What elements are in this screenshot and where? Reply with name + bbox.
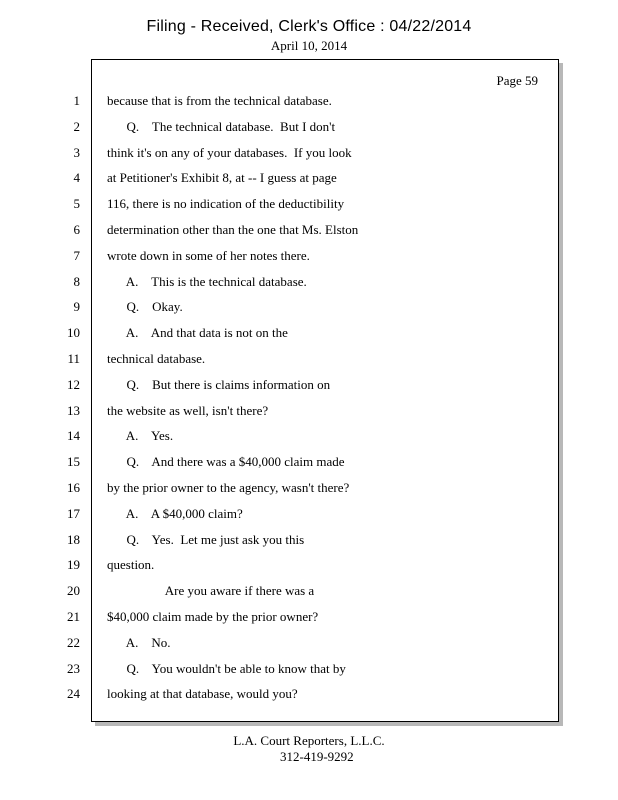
line-text: determination other than the one that Ms. Elston bbox=[107, 222, 359, 237]
line-number: 15 bbox=[67, 454, 80, 470]
transcript-line bbox=[0, 609, 560, 629]
line-text: A. Yes. bbox=[107, 428, 174, 444]
line-text: Q. You wouldn't be able to know that by bbox=[107, 660, 346, 676]
line-text: the website as well, isn't there? bbox=[107, 402, 269, 418]
footer-phone: 312-419-9292 bbox=[280, 749, 354, 764]
line-text: Are you aware if there was a bbox=[107, 583, 315, 599]
transcript-line bbox=[0, 119, 560, 139]
transcript-line bbox=[0, 196, 560, 216]
transcript-line bbox=[0, 93, 560, 113]
line-text: because that is from the technical database. bbox=[107, 93, 332, 108]
transcript-line bbox=[0, 454, 560, 474]
transcript-line bbox=[0, 532, 560, 552]
line-number: 9 bbox=[73, 299, 80, 315]
line-number: 22 bbox=[67, 634, 80, 650]
line-number: 6 bbox=[73, 222, 80, 237]
line-number: 5 bbox=[73, 196, 80, 212]
line-text: A. This is the technical database. bbox=[107, 273, 307, 289]
transcript-line bbox=[0, 274, 560, 294]
page-number: Page 59 bbox=[496, 73, 538, 88]
line-text: at Petitioner's Exhibit 8, at -- I guess at page bbox=[107, 170, 337, 186]
line-text: Q. But there is claims information on bbox=[107, 376, 331, 392]
line-text: technical database. bbox=[107, 351, 206, 366]
line-number: 3 bbox=[73, 144, 80, 160]
line-text: Q. The technical database. But I don't bbox=[107, 118, 336, 134]
line-text: wrote down in some of her notes there. bbox=[107, 247, 310, 263]
transcript-line bbox=[0, 428, 560, 448]
line-number: 21 bbox=[67, 609, 80, 624]
line-text: Q. Okay. bbox=[107, 299, 183, 315]
transcript-line bbox=[0, 377, 560, 397]
line-text: $40,000 claim made by the prior owner? bbox=[107, 609, 319, 624]
line-number: 12 bbox=[67, 376, 80, 392]
transcript-line bbox=[0, 480, 560, 500]
footer-company: L.A. Court Reporters, L.L.C. bbox=[233, 733, 385, 748]
transcript-line bbox=[0, 557, 560, 577]
line-number: 1 bbox=[73, 93, 80, 108]
line-number: 10 bbox=[67, 325, 80, 341]
line-number: 17 bbox=[67, 505, 80, 521]
transcript-line bbox=[0, 661, 560, 681]
transcript-line bbox=[0, 583, 560, 603]
line-text: by the prior owner to the agency, wasn't there? bbox=[107, 480, 350, 495]
transcript-line bbox=[0, 248, 560, 268]
line-number: 13 bbox=[67, 402, 80, 418]
transcript-line bbox=[0, 686, 560, 706]
transcript-line bbox=[0, 325, 560, 345]
transcript-line bbox=[0, 403, 560, 423]
line-text: 116, there is no indication of the deductibility bbox=[107, 196, 345, 212]
line-text: A. No. bbox=[107, 634, 171, 650]
transcript-line bbox=[0, 506, 560, 526]
transcript-line bbox=[0, 170, 560, 190]
line-number: 8 bbox=[73, 273, 80, 289]
line-number: 4 bbox=[73, 170, 80, 186]
line-text: question. bbox=[107, 557, 155, 573]
deposition-date: April 10, 2014 bbox=[270, 38, 348, 53]
line-text: A. A $40,000 claim? bbox=[107, 505, 243, 521]
filing-stamp: Filing - Received, Clerk's Office : 04/22/2014 bbox=[146, 18, 472, 35]
line-number: 14 bbox=[67, 428, 80, 444]
line-number: 7 bbox=[73, 247, 80, 263]
transcript-line bbox=[0, 222, 560, 242]
line-text: Q. And there was a $40,000 claim made bbox=[107, 454, 345, 470]
line-text: A. And that data is not on the bbox=[107, 325, 288, 341]
line-text: Q. Yes. Let me just ask you this bbox=[107, 531, 305, 547]
line-number: 11 bbox=[67, 351, 80, 366]
line-number: 16 bbox=[67, 480, 80, 495]
line-text: looking at that database, would you? bbox=[107, 686, 298, 702]
transcript-line bbox=[0, 299, 560, 319]
line-number: 20 bbox=[67, 583, 80, 599]
line-number: 24 bbox=[67, 686, 80, 702]
line-number: 23 bbox=[67, 660, 80, 676]
transcript-line bbox=[0, 145, 560, 165]
transcript-line bbox=[0, 351, 560, 371]
line-text: think it's on any of your databases. If you look bbox=[107, 144, 352, 160]
line-number: 18 bbox=[67, 531, 80, 547]
line-number: 19 bbox=[67, 557, 80, 573]
line-number: 2 bbox=[73, 118, 80, 134]
transcript-line bbox=[0, 635, 560, 655]
